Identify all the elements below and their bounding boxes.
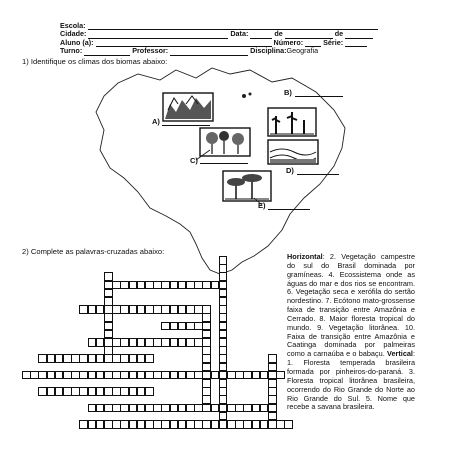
crossword-cell[interactable] xyxy=(260,404,269,413)
disciplina-label: Disciplina: xyxy=(250,46,287,56)
crossword-cell[interactable] xyxy=(211,371,220,380)
biome-label-e: E) xyxy=(258,201,266,210)
crossword-cell[interactable] xyxy=(194,404,203,413)
professor-label: Professor: xyxy=(132,46,169,56)
numero-label: Número: xyxy=(273,37,304,47)
crossword-cell[interactable] xyxy=(284,420,293,429)
biome-label-b: B) xyxy=(284,88,292,97)
de-label-2: de xyxy=(334,29,344,39)
question-1: 1) Identifique os climas dos biomas abaixo: xyxy=(22,57,168,66)
serie-label: Série: xyxy=(323,37,344,47)
biome-answer-line-a[interactable] xyxy=(162,125,210,126)
horizontal-clues: : 2. Vegetação campestre do sul do Brasil dominada por gramíneas. 4. Ecossistema onde as águas do mar e dos rios se encontram. 6. Vegetação seca e xerófila do sertão nordestino. 7. Ecótono mato-grossense faixa de transição entre Amazônia e Cerrado. 8. Maior floresta tropical do mundo. 9. Vegetação litorânea. 10. Faixa de transição entre Amazônia e Caatinga dominada por palmeiras como a carnaúba e o babaçu. xyxy=(287,252,415,359)
biome-answer-line-d[interactable] xyxy=(297,174,339,175)
vertical-clues: : 1. Floresta temperada brasileira formada por pinheiros-do-paraná. 3. Floresta tropical litorânea brasileira, ocorrendo do Rio Grande do Norte ao Rio Grande do Sul. 5. Nome que recebe a savana brasileira. xyxy=(287,349,415,412)
biome-image-b xyxy=(268,108,316,136)
disciplina-value: Geografia xyxy=(286,46,319,56)
crossword-cell[interactable] xyxy=(145,354,154,363)
crossword-cell[interactable] xyxy=(260,371,269,380)
biome-label-a: A) xyxy=(152,117,160,126)
question-2: 2) Complete as palavras-cruzadas abaixo: xyxy=(22,247,165,256)
crossword-cell[interactable] xyxy=(145,387,154,396)
biome-image-a xyxy=(163,93,213,121)
biome-answer-line-b[interactable] xyxy=(295,96,343,97)
data-label: Data: xyxy=(230,29,249,39)
escola-label: Escola: xyxy=(60,21,86,30)
crossword-cell[interactable] xyxy=(194,338,203,347)
crossword-cell[interactable] xyxy=(276,371,285,380)
biome-image-e xyxy=(223,171,271,201)
crossword-cell[interactable] xyxy=(96,305,105,314)
brazil-map-outline xyxy=(96,68,345,274)
crossword-cell[interactable] xyxy=(194,371,203,380)
crossword-clues xyxy=(287,253,415,412)
vertical-title: Vertical xyxy=(387,349,413,359)
crossword-cell[interactable] xyxy=(194,305,203,314)
biome-answer-line-c[interactable] xyxy=(200,163,248,164)
crossword-cell[interactable] xyxy=(96,338,105,347)
turno-label: Turno: xyxy=(60,46,83,56)
horizontal-title: Horizontal xyxy=(287,252,323,261)
biome-label-c: C) xyxy=(190,156,198,165)
crossword-cell[interactable] xyxy=(194,322,203,331)
biome-answer-line-e[interactable] xyxy=(268,209,310,210)
crossword-cell[interactable] xyxy=(211,404,220,413)
cidade-label: Cidade: xyxy=(60,29,87,39)
aluno-label: Aluno (a): xyxy=(60,37,94,47)
biome-label-d: D) xyxy=(286,166,294,175)
de-label-1: de xyxy=(274,29,283,39)
crossword-cell[interactable] xyxy=(211,281,220,290)
biome-image-d xyxy=(268,140,318,164)
